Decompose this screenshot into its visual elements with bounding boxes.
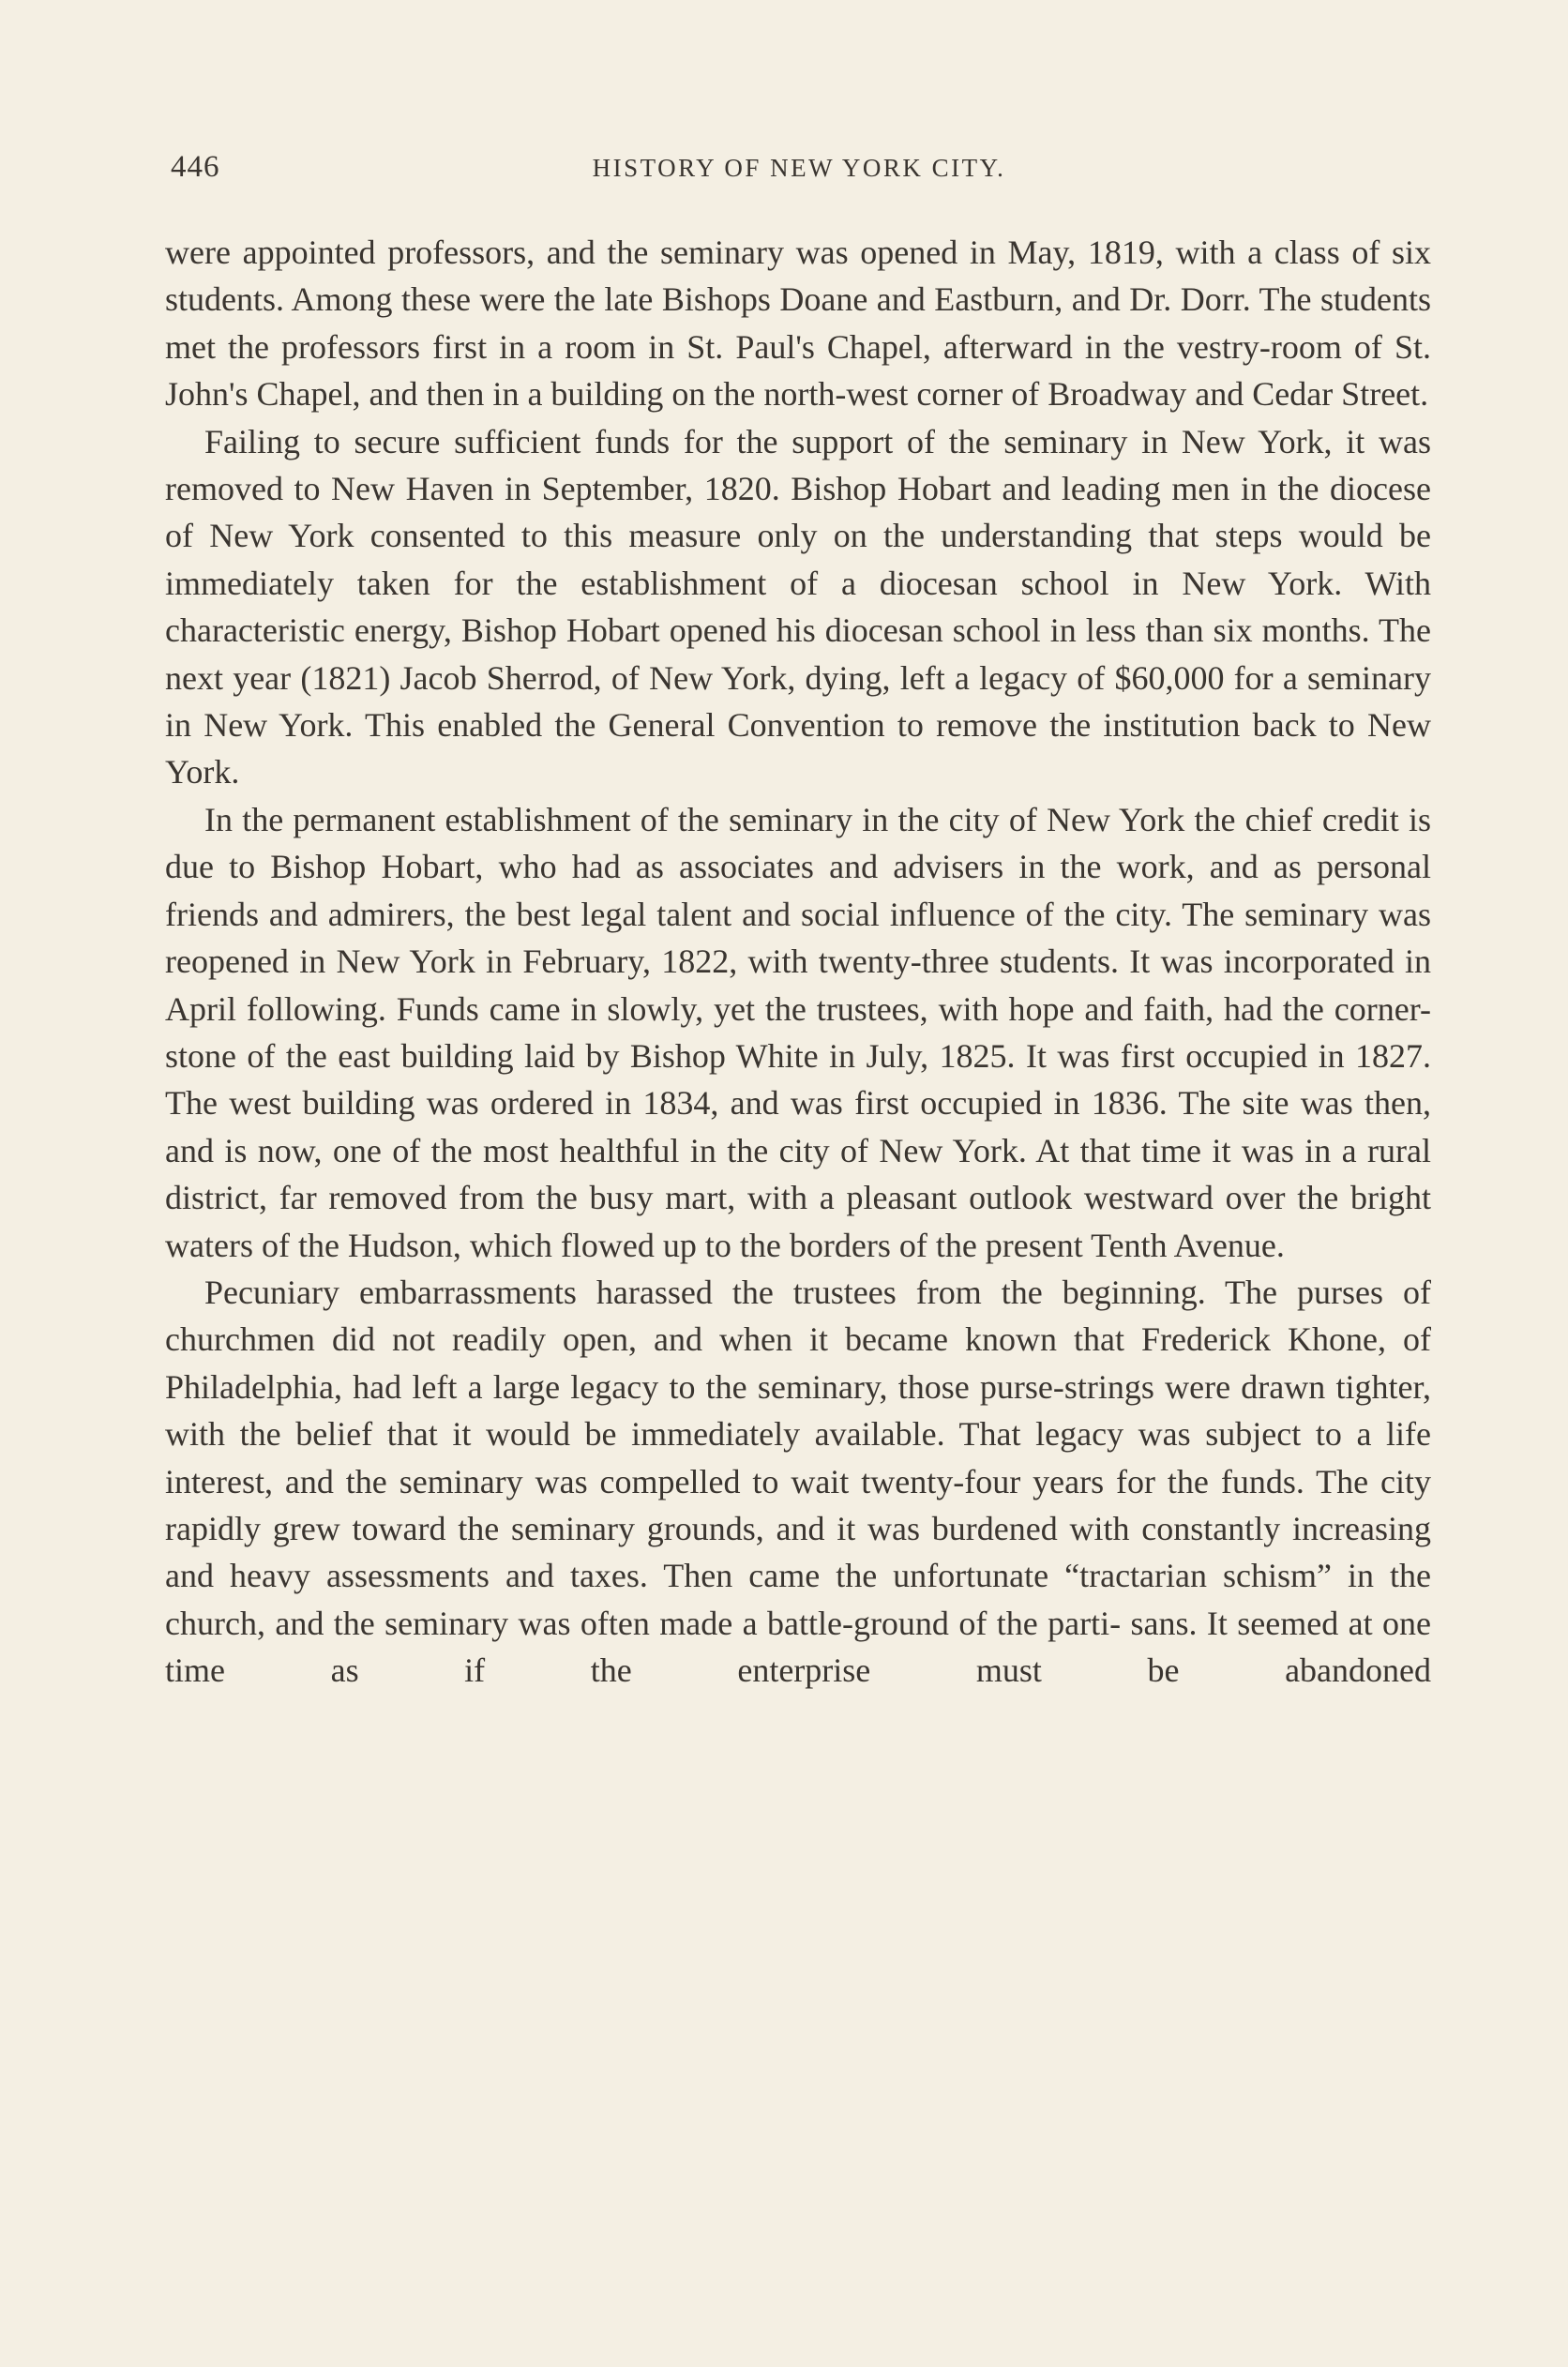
paragraph-1: were appointed professors, and the seminary was opened in May, 1819, with a class of six students. Among these were the late Bishops Doane and Eastburn, and Dr. Dorr. The students met the professors first in a room in St. Paul's Chapel, afterward in the vestry-room of St. John's Chapel, and then in a building on the north-west corner of Broadway and Cedar Street. <box>165 234 1431 414</box>
running-head: HISTORY OF NEW YORK CITY. <box>592 154 1006 182</box>
page-number: 446 <box>171 150 220 184</box>
page-body <box>165 229 1431 1695</box>
paragraph-3: In the permanent establishment of the seminary in the city of New York the chief credit is due to Bishop Hobart, who had as associates and advisers in the work, and as personal friends and admirers, the best legal talent and social influence of the city. The seminary was reopened in New York in February, 1822, with twenty-three students. It was incorporated in April following. Funds came in slowly, yet the trustees, with hope and faith, had the corner-stone of the east building laid by Bishop White in July, 1825. It was first occupied in 1827. The west building was ordered in 1834, and was first occupied in 1836. The site was then, and is now, one of the most healthful in the city of New York. At that time it was in a rural district, far removed from the busy mart, with a pleasant outlook westward over the bright waters of the Hudson, which flowed up to the borders of the present Tenth Avenue. <box>165 800 1431 1264</box>
paragraph-2: Failing to secure sufficient funds for the support of the seminary in New York, it was removed to New Haven in September, 1820. Bishop Hobart and leading men in the diocese of New York consented to this measure only on the understanding that steps would be immediately taken for the establishment of a diocesan school in New York. With characteristic energy, Bishop Hobart opened his diocesan school in less than six months. The next year (1821) Jacob Sherrod, of New York, dying, left a legacy of $60,000 for a seminary in New York. This enabled the General Convention to remove the institution back to New York. <box>165 422 1431 792</box>
page-header <box>171 150 1427 191</box>
paragraph-4: Pecuniary embarrassments harassed the trustees from the beginning. The purses of churchmen did not readily open, and when it became known that Frederick Khone, of Philadelphia, had left a large legacy to the seminary, those purse-strings were drawn tighter, with the belief that it would be immediately available. That legacy was subject to a life interest, and the seminary was compelled to wait twenty-four years for the funds. The city rapidly grew toward the seminary grounds, and it was burdened with constantly increasing and heavy assessments and taxes. Then came the unfortunate “tractarian schism” in the church, and the seminary was often made a battle-ground of the parti- sans. It seemed at one time as if the enterprise must be abandoned <box>165 1273 1431 1690</box>
